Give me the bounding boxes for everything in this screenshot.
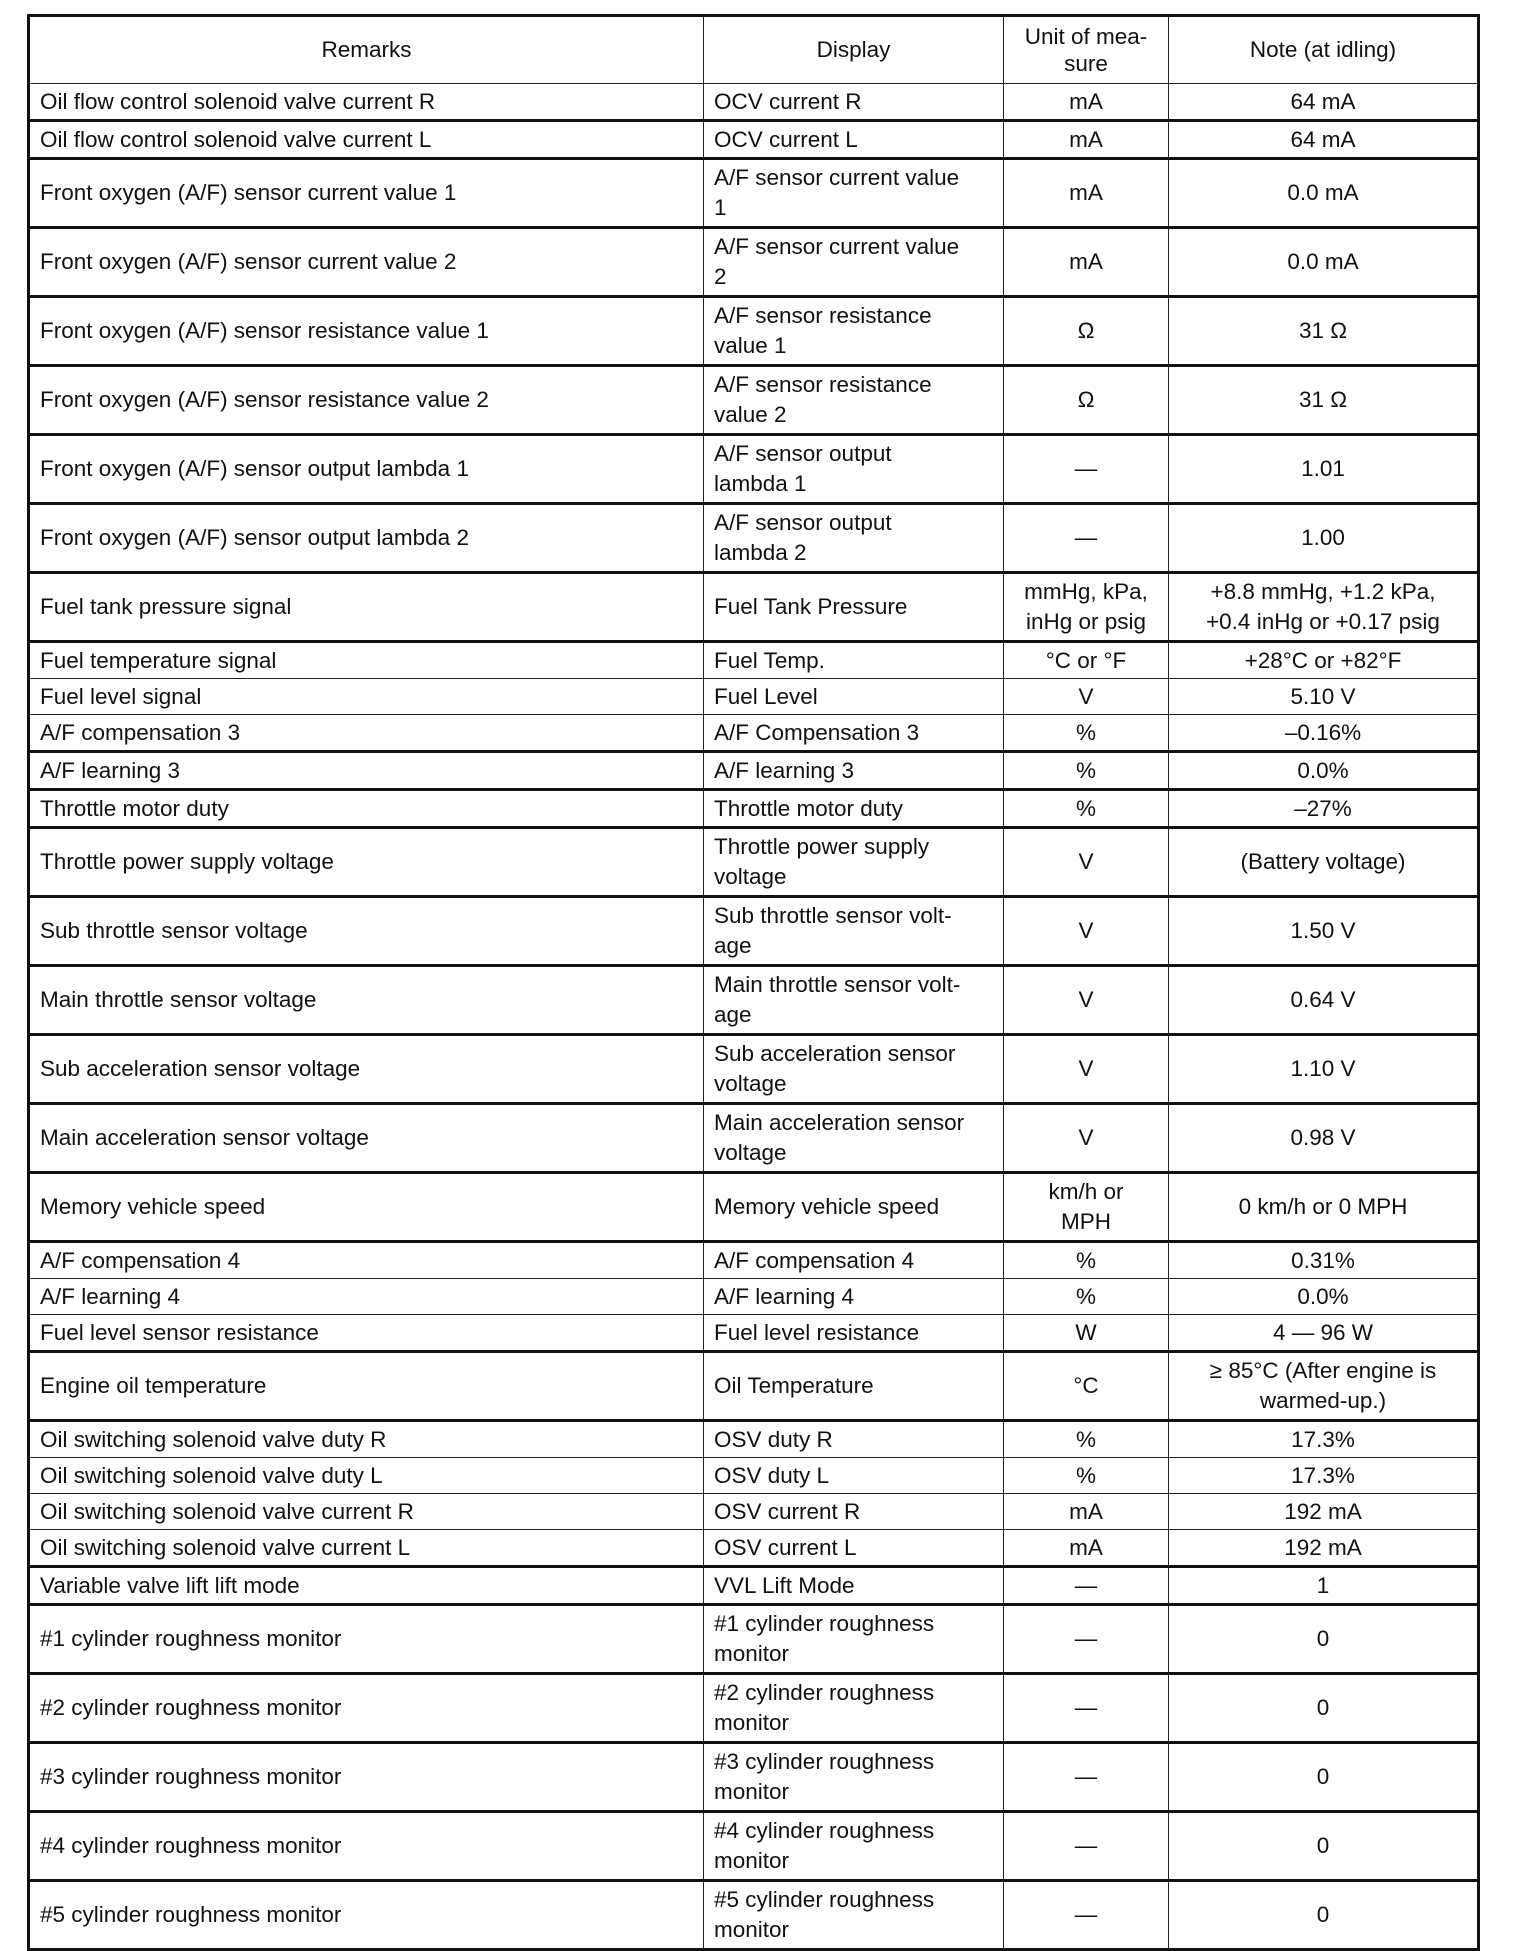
cell-display: #1 cylinder roughness monitor [704, 1605, 1004, 1674]
cell-remarks: Front oxygen (A/F) sensor resistance value 2 [29, 366, 704, 435]
table-row [29, 1421, 1479, 1458]
cell-display: OSV duty R [704, 1421, 1004, 1458]
cell-note: +8.8 mmHg, +1.2 kPa, +0.4 inHg or +0.17 psig [1169, 573, 1479, 642]
cell-display: Oil Temperature [704, 1352, 1004, 1421]
cell-unit: mA [1004, 1494, 1169, 1530]
cell-unit: — [1004, 1567, 1169, 1605]
cell-note: 0 [1169, 1881, 1479, 1950]
cell-note: 17.3% [1169, 1421, 1479, 1458]
cell-remarks: Fuel temperature signal [29, 642, 704, 679]
cell-display: A/F sensor current value 1 [704, 159, 1004, 228]
cell-display: Throttle power supply voltage [704, 828, 1004, 897]
cell-remarks: A/F learning 3 [29, 752, 704, 790]
cell-unit: V [1004, 1035, 1169, 1104]
cell-remarks: #2 cylinder roughness monitor [29, 1674, 704, 1743]
cell-display: A/F sensor resistance value 1 [704, 297, 1004, 366]
table-row [29, 1104, 1479, 1173]
cell-remarks: Front oxygen (A/F) sensor output lambda 1 [29, 435, 704, 504]
cell-display: Memory vehicle speed [704, 1173, 1004, 1242]
table-row [29, 1458, 1479, 1494]
cell-remarks: Engine oil temperature [29, 1352, 704, 1421]
cell-remarks: Oil switching solenoid valve duty R [29, 1421, 704, 1458]
cell-unit: mA [1004, 84, 1169, 121]
cell-remarks: A/F learning 4 [29, 1279, 704, 1315]
cell-unit: Ω [1004, 297, 1169, 366]
table-row [29, 752, 1479, 790]
cell-display: OSV duty L [704, 1458, 1004, 1494]
cell-display: OSV current R [704, 1494, 1004, 1530]
cell-display: OCV current R [704, 84, 1004, 121]
cell-unit: mmHg, kPa, inHg or psig [1004, 573, 1169, 642]
table-row [29, 1173, 1479, 1242]
cell-remarks: #4 cylinder roughness monitor [29, 1812, 704, 1881]
cell-remarks: A/F compensation 4 [29, 1242, 704, 1279]
cell-unit: % [1004, 1421, 1169, 1458]
cell-note: 4 — 96 W [1169, 1315, 1479, 1352]
cell-note: 0.0 mA [1169, 228, 1479, 297]
cell-remarks: Sub throttle sensor voltage [29, 897, 704, 966]
cell-unit: °C or °F [1004, 642, 1169, 679]
cell-remarks: Throttle power supply voltage [29, 828, 704, 897]
cell-note: +28°C or +82°F [1169, 642, 1479, 679]
cell-unit: — [1004, 1812, 1169, 1881]
table-body [29, 84, 1479, 1950]
cell-note: 0.0% [1169, 1279, 1479, 1315]
table-row [29, 435, 1479, 504]
cell-remarks: #1 cylinder roughness monitor [29, 1605, 704, 1674]
cell-display: A/F sensor current value 2 [704, 228, 1004, 297]
cell-unit: V [1004, 1104, 1169, 1173]
cell-note: 0.31% [1169, 1242, 1479, 1279]
cell-note: 0 km/h or 0 MPH [1169, 1173, 1479, 1242]
cell-remarks: #3 cylinder roughness monitor [29, 1743, 704, 1812]
cell-display: A/F sensor output lambda 2 [704, 504, 1004, 573]
cell-display: Main acceleration sensor voltage [704, 1104, 1004, 1173]
cell-note: –0.16% [1169, 715, 1479, 752]
cell-unit: Ω [1004, 366, 1169, 435]
cell-remarks: Variable valve lift lift mode [29, 1567, 704, 1605]
table-row [29, 121, 1479, 159]
cell-remarks: Main acceleration sensor voltage [29, 1104, 704, 1173]
cell-note: 0 [1169, 1812, 1479, 1881]
data-monitor-table [27, 14, 1480, 1951]
cell-note: 1 [1169, 1567, 1479, 1605]
cell-display: Fuel Temp. [704, 642, 1004, 679]
table-row [29, 1743, 1479, 1812]
cell-unit: W [1004, 1315, 1169, 1352]
table-row [29, 790, 1479, 828]
cell-unit: mA [1004, 1530, 1169, 1567]
cell-display: A/F compensation 4 [704, 1242, 1004, 1279]
cell-display: A/F sensor resistance value 2 [704, 366, 1004, 435]
cell-note: 1.50 V [1169, 897, 1479, 966]
cell-note: 0.0% [1169, 752, 1479, 790]
cell-unit: % [1004, 790, 1169, 828]
cell-unit: mA [1004, 228, 1169, 297]
cell-display: VVL Lift Mode [704, 1567, 1004, 1605]
table-row [29, 366, 1479, 435]
cell-display: Fuel level resistance [704, 1315, 1004, 1352]
cell-unit: % [1004, 1279, 1169, 1315]
cell-note: 31 Ω [1169, 297, 1479, 366]
cell-remarks: Memory vehicle speed [29, 1173, 704, 1242]
cell-remarks: Fuel tank pressure signal [29, 573, 704, 642]
cell-note: 192 mA [1169, 1530, 1479, 1567]
cell-note: 1.10 V [1169, 1035, 1479, 1104]
table-row [29, 642, 1479, 679]
cell-display: A/F learning 3 [704, 752, 1004, 790]
table-row [29, 573, 1479, 642]
cell-display: Throttle motor duty [704, 790, 1004, 828]
cell-note: 0.0 mA [1169, 159, 1479, 228]
cell-unit: — [1004, 1743, 1169, 1812]
cell-unit: mA [1004, 159, 1169, 228]
table-row [29, 159, 1479, 228]
header-remarks: Remarks [29, 16, 704, 84]
cell-remarks: A/F compensation 3 [29, 715, 704, 752]
table-row [29, 897, 1479, 966]
header-note: Note (at idling) [1169, 16, 1479, 84]
table-row [29, 715, 1479, 752]
table-row [29, 297, 1479, 366]
cell-note: 0.98 V [1169, 1104, 1479, 1173]
cell-display: #3 cylinder roughness monitor [704, 1743, 1004, 1812]
table-row [29, 1494, 1479, 1530]
cell-unit: V [1004, 828, 1169, 897]
table-row [29, 1674, 1479, 1743]
cell-note: (Battery voltage) [1169, 828, 1479, 897]
cell-remarks: Oil switching solenoid valve current L [29, 1530, 704, 1567]
cell-remarks: Oil switching solenoid valve duty L [29, 1458, 704, 1494]
cell-note: 0.64 V [1169, 966, 1479, 1035]
cell-unit: — [1004, 1674, 1169, 1743]
cell-display: Sub acceleration sensor voltage [704, 1035, 1004, 1104]
cell-note: 1.00 [1169, 504, 1479, 573]
table-row [29, 1315, 1479, 1352]
table-row [29, 1035, 1479, 1104]
cell-unit: — [1004, 1881, 1169, 1950]
cell-display: Fuel Tank Pressure [704, 573, 1004, 642]
cell-note: 31 Ω [1169, 366, 1479, 435]
table-row [29, 966, 1479, 1035]
cell-remarks: Front oxygen (A/F) sensor current value 2 [29, 228, 704, 297]
cell-unit: % [1004, 1242, 1169, 1279]
cell-display: Main throttle sensor volt- age [704, 966, 1004, 1035]
cell-remarks: Front oxygen (A/F) sensor output lambda 2 [29, 504, 704, 573]
cell-display: OCV current L [704, 121, 1004, 159]
table-row [29, 1279, 1479, 1315]
cell-note: 64 mA [1169, 121, 1479, 159]
cell-note: 0 [1169, 1674, 1479, 1743]
cell-display: A/F Compensation 3 [704, 715, 1004, 752]
cell-display: #4 cylinder roughness monitor [704, 1812, 1004, 1881]
header-display: Display [704, 16, 1004, 84]
table-header-row [29, 16, 1479, 84]
cell-unit: — [1004, 504, 1169, 573]
cell-display: OSV current L [704, 1530, 1004, 1567]
cell-note: 64 mA [1169, 84, 1479, 121]
table-row [29, 828, 1479, 897]
spec-table-container [27, 14, 1477, 1951]
cell-unit: % [1004, 1458, 1169, 1494]
cell-unit: km/h or MPH [1004, 1173, 1169, 1242]
table-row [29, 1812, 1479, 1881]
cell-unit: V [1004, 966, 1169, 1035]
cell-note: 0 [1169, 1743, 1479, 1812]
cell-note: 0 [1169, 1605, 1479, 1674]
table-row [29, 228, 1479, 297]
cell-display: A/F sensor output lambda 1 [704, 435, 1004, 504]
cell-unit: mA [1004, 121, 1169, 159]
table-row [29, 1605, 1479, 1674]
cell-display: #2 cylinder roughness monitor [704, 1674, 1004, 1743]
cell-remarks: Sub acceleration sensor voltage [29, 1035, 704, 1104]
cell-remarks: Front oxygen (A/F) sensor resistance value 1 [29, 297, 704, 366]
cell-remarks: Oil switching solenoid valve current R [29, 1494, 704, 1530]
table-row [29, 1242, 1479, 1279]
cell-unit: °C [1004, 1352, 1169, 1421]
cell-note: –27% [1169, 790, 1479, 828]
cell-unit: % [1004, 752, 1169, 790]
cell-note: 5.10 V [1169, 679, 1479, 715]
cell-unit: — [1004, 435, 1169, 504]
cell-unit: V [1004, 679, 1169, 715]
cell-unit: V [1004, 897, 1169, 966]
table-row [29, 1352, 1479, 1421]
table-row [29, 84, 1479, 121]
cell-remarks: Main throttle sensor voltage [29, 966, 704, 1035]
cell-display: #5 cylinder roughness monitor [704, 1881, 1004, 1950]
cell-remarks: Throttle motor duty [29, 790, 704, 828]
table-row [29, 504, 1479, 573]
cell-remarks: Fuel level signal [29, 679, 704, 715]
cell-remarks: Oil flow control solenoid valve current L [29, 121, 704, 159]
cell-remarks: Front oxygen (A/F) sensor current value 1 [29, 159, 704, 228]
header-unit: Unit of mea- sure [1004, 16, 1169, 84]
cell-display: Fuel Level [704, 679, 1004, 715]
cell-display: A/F learning 4 [704, 1279, 1004, 1315]
cell-unit: — [1004, 1605, 1169, 1674]
table-row [29, 679, 1479, 715]
cell-note: 17.3% [1169, 1458, 1479, 1494]
cell-remarks: Oil flow control solenoid valve current R [29, 84, 704, 121]
cell-note: 1.01 [1169, 435, 1479, 504]
cell-unit: % [1004, 715, 1169, 752]
cell-display: Sub throttle sensor volt- age [704, 897, 1004, 966]
table-row [29, 1881, 1479, 1950]
table-row [29, 1530, 1479, 1567]
table-row [29, 1567, 1479, 1605]
cell-remarks: Fuel level sensor resistance [29, 1315, 704, 1352]
cell-remarks: #5 cylinder roughness monitor [29, 1881, 704, 1950]
cell-note: ≥ 85°C (After engine is warmed-up.) [1169, 1352, 1479, 1421]
cell-note: 192 mA [1169, 1494, 1479, 1530]
